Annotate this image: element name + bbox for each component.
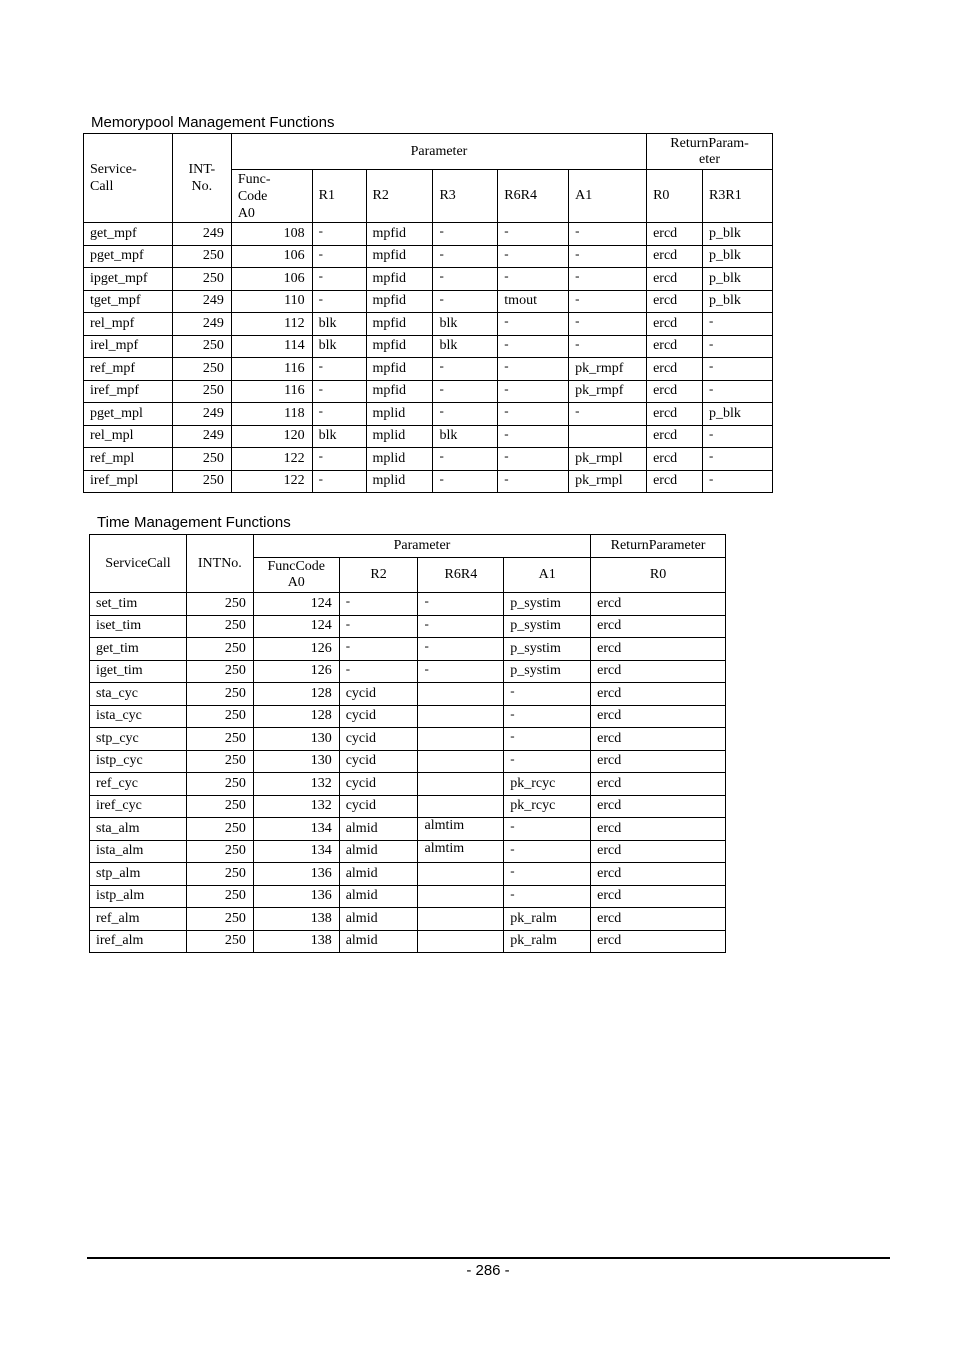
cell-r3: - [433,268,498,291]
cell-r1: blk [312,425,366,448]
cell-r3: - [433,380,498,403]
cell-r6r4: tmout [498,290,569,313]
cell-name: ista_alm [90,840,187,863]
cell-r1: - [312,448,366,471]
cell-r3r1: - [703,358,773,381]
cell-int: 250 [186,750,253,773]
table-row [90,683,726,706]
cell-int: 250 [186,593,253,616]
cell-code: 114 [231,335,312,358]
table-row [90,773,726,796]
cell-r6r4: - [418,638,504,661]
cell-r2: almid [339,818,418,841]
cell-r0: ercd [591,773,726,796]
table-row [84,313,773,336]
cell-int: 250 [186,728,253,751]
cell-code: 124 [253,615,339,638]
cell-r6r4: almtim [418,840,504,863]
cell-name: iref_alm [90,930,187,953]
cell-int: 249 [172,313,231,336]
cell-r6r4: almtim [418,818,504,841]
memorypool-table-body [84,223,773,493]
cell-r6r4 [418,705,504,728]
cell-name: ref_cyc [90,773,187,796]
cell-r6r4: - [498,245,569,268]
cell-int: 249 [172,425,231,448]
cell-int: 250 [186,863,253,886]
cell-int: 250 [186,705,253,728]
cell-r1: - [312,470,366,493]
header-return-param: ReturnParam- eter [647,134,773,170]
cell-r1: blk [312,335,366,358]
cell-a1: p_systim [504,615,591,638]
time-header-service-call: ServiceCall [90,535,187,593]
cell-a1: - [504,840,591,863]
cell-r1: - [312,380,366,403]
cell-r0: ercd [591,840,726,863]
cell-int: 250 [186,615,253,638]
table-row [84,403,773,426]
cell-r2: mpfid [366,268,433,291]
cell-a1: pk_ralm [504,930,591,953]
cell-r3: - [433,358,498,381]
cell-r3: blk [433,425,498,448]
time-header-func-code: FuncCode A0 [253,558,339,593]
cell-code: 136 [253,863,339,886]
cell-a1: - [569,268,647,291]
cell-r2: mpfid [366,313,433,336]
cell-r6r4: - [498,223,569,246]
cell-r6r4: - [498,470,569,493]
cell-code: 118 [231,403,312,426]
cell-a1: - [569,223,647,246]
cell-code: 132 [253,795,339,818]
cell-name: iref_mpl [84,470,173,493]
table-row [90,638,726,661]
cell-r3r1: p_blk [703,223,773,246]
cell-int: 250 [172,448,231,471]
cell-r2: mpfid [366,290,433,313]
cell-r2: almid [339,908,418,931]
table-row [84,335,773,358]
cell-r2: almid [339,840,418,863]
cell-r3r1: p_blk [703,245,773,268]
cell-int: 250 [186,660,253,683]
cell-r3r1: - [703,448,773,471]
cell-name: set_tim [90,593,187,616]
cell-code: 130 [253,750,339,773]
cell-r0: ercd [591,683,726,706]
time-header-parameter: Parameter [253,535,590,558]
cell-code: 116 [231,380,312,403]
cell-name: pget_mpl [84,403,173,426]
cell-r0: ercd [591,908,726,931]
table-row [90,885,726,908]
cell-name: get_tim [90,638,187,661]
cell-a1: p_systim [504,638,591,661]
cell-r3: - [433,403,498,426]
cell-a1: pk_ralm [504,908,591,931]
cell-code: 122 [231,448,312,471]
cell-code: 136 [253,885,339,908]
cell-int: 250 [186,840,253,863]
cell-r6r4 [418,795,504,818]
cell-code: 126 [253,660,339,683]
header-a1: A1 [569,170,647,223]
cell-r6r4: - [498,425,569,448]
cell-r2: cycid [339,683,418,706]
time-section-title: Time Management Functions [97,514,291,531]
time-header-r6r4: R6R4 [418,558,504,593]
cell-int: 250 [186,930,253,953]
cell-r6r4 [418,750,504,773]
cell-name: get_mpf [84,223,173,246]
cell-r6r4: - [498,448,569,471]
cell-r0: ercd [647,448,703,471]
cell-r0: ercd [647,268,703,291]
cell-code: 128 [253,683,339,706]
table-row [90,705,726,728]
cell-int: 250 [172,358,231,381]
cell-name: iget_tim [90,660,187,683]
cell-name: iset_tim [90,615,187,638]
cell-r6r4: - [498,335,569,358]
cell-int: 249 [172,290,231,313]
cell-a1: - [504,705,591,728]
time-header-return-param: ReturnParameter [591,535,726,558]
memorypool-table [83,133,773,493]
cell-r0: ercd [591,638,726,661]
table-row [84,470,773,493]
cell-r2: mpfid [366,358,433,381]
cell-r1: blk [312,313,366,336]
cell-r2: almid [339,885,418,908]
cell-r2: - [339,615,418,638]
cell-r3: - [433,448,498,471]
cell-name: rel_mpl [84,425,173,448]
cell-r6r4: - [498,358,569,381]
cell-a1: - [504,885,591,908]
cell-code: 112 [231,313,312,336]
table-row [90,750,726,773]
cell-r0: ercd [591,930,726,953]
table-row [90,863,726,886]
cell-r6r4 [418,908,504,931]
cell-r1: - [312,223,366,246]
cell-r3r1: - [703,335,773,358]
cell-name: ref_mpf [84,358,173,381]
cell-name: irel_mpf [84,335,173,358]
cell-r1: - [312,245,366,268]
table-row [84,290,773,313]
cell-code: 138 [253,908,339,931]
cell-r0: ercd [647,245,703,268]
header-r2: R2 [366,170,433,223]
cell-int: 250 [186,818,253,841]
cell-r0: ercd [591,593,726,616]
table-row [84,223,773,246]
table-row [84,448,773,471]
cell-r0: ercd [591,885,726,908]
cell-name: sta_cyc [90,683,187,706]
cell-r2: - [339,660,418,683]
cell-r6r4 [418,773,504,796]
cell-int: 250 [172,380,231,403]
cell-r0: ercd [647,223,703,246]
cell-r3r1: - [703,313,773,336]
cell-r6r4: - [498,313,569,336]
cell-a1: - [569,313,647,336]
cell-a1: - [569,245,647,268]
cell-name: pget_mpf [84,245,173,268]
cell-r6r4: - [418,593,504,616]
table-row [84,358,773,381]
cell-a1: pk_rcyc [504,795,591,818]
cell-name: iref_mpf [84,380,173,403]
table-row [84,268,773,291]
cell-a1: - [504,683,591,706]
cell-r2: - [339,638,418,661]
cell-r0: ercd [591,818,726,841]
cell-name: stp_alm [90,863,187,886]
header-r3r1: R3R1 [703,170,773,223]
cell-name: ref_mpl [84,448,173,471]
cell-r3r1: - [703,425,773,448]
cell-a1: pk_rmpf [569,380,647,403]
header-parameter: Parameter [231,134,646,170]
cell-r0: ercd [647,403,703,426]
cell-a1: - [504,863,591,886]
header-r1: R1 [312,170,366,223]
cell-r3: - [433,470,498,493]
cell-code: 138 [253,930,339,953]
page-number: - 286 - [466,1262,510,1279]
cell-r2: cycid [339,728,418,751]
header-r3: R3 [433,170,498,223]
cell-r6r4: - [418,615,504,638]
cell-r3: - [433,223,498,246]
header-r6r4: R6R4 [498,170,569,223]
cell-name: istp_alm [90,885,187,908]
cell-int: 249 [172,223,231,246]
cell-code: 134 [253,818,339,841]
cell-r2: mplid [366,470,433,493]
cell-r0: ercd [647,335,703,358]
cell-r2: mpfid [366,223,433,246]
cell-int: 250 [172,335,231,358]
cell-r2: cycid [339,705,418,728]
cell-r1: - [312,268,366,291]
cell-r0: ercd [591,795,726,818]
cell-r2: mplid [366,403,433,426]
cell-a1: p_systim [504,593,591,616]
cell-a1: pk_rcyc [504,773,591,796]
time-table [89,534,726,953]
cell-code: 130 [253,728,339,751]
cell-r6r4 [418,728,504,751]
header-service-call: Service- Call [84,134,173,223]
cell-name: sta_alm [90,818,187,841]
cell-name: tget_mpf [84,290,173,313]
table-row [90,593,726,616]
cell-r0: ercd [591,660,726,683]
cell-code: 110 [231,290,312,313]
cell-r6r4 [418,683,504,706]
time-header-int-no: INTNo. [186,535,253,593]
cell-r3r1: p_blk [703,290,773,313]
cell-r0: ercd [591,705,726,728]
cell-r3: blk [433,335,498,358]
cell-int: 250 [186,795,253,818]
cell-a1: - [569,335,647,358]
cell-r6r4 [418,885,504,908]
cell-code: 120 [231,425,312,448]
cell-a1: pk_rmpl [569,448,647,471]
cell-r2: - [339,593,418,616]
cell-a1: pk_rmpl [569,470,647,493]
cell-code: 116 [231,358,312,381]
cell-code: 134 [253,840,339,863]
cell-r6r4: - [418,660,504,683]
cell-a1: - [504,750,591,773]
cell-name: ipget_mpf [84,268,173,291]
cell-code: 132 [253,773,339,796]
cell-name: ref_alm [90,908,187,931]
header-int-no: INT- No. [172,134,231,223]
table-row [90,660,726,683]
cell-a1 [569,425,647,448]
cell-r0: ercd [647,313,703,336]
cell-r1: - [312,358,366,381]
cell-r2: mplid [366,425,433,448]
cell-int: 250 [186,638,253,661]
cell-r0: ercd [591,750,726,773]
cell-int: 250 [172,245,231,268]
cell-int: 250 [186,773,253,796]
cell-r3r1: - [703,470,773,493]
cell-r0: ercd [591,728,726,751]
time-table-body [90,593,726,953]
cell-r0: ercd [647,470,703,493]
cell-r0: ercd [591,615,726,638]
cell-r3: blk [433,313,498,336]
cell-r0: ercd [591,863,726,886]
table-row [90,908,726,931]
cell-r3r1: - [703,380,773,403]
time-header-r2: R2 [339,558,418,593]
cell-r2: mpfid [366,380,433,403]
time-header-a1: A1 [504,558,591,593]
cell-int: 249 [172,403,231,426]
cell-r2: almid [339,863,418,886]
cell-code: 126 [253,638,339,661]
table-row [90,795,726,818]
cell-r2: cycid [339,773,418,796]
header-func-code: Func- Code A0 [231,170,312,223]
cell-r1: - [312,290,366,313]
cell-code: 106 [231,245,312,268]
cell-r6r4: - [498,268,569,291]
cell-a1: - [569,290,647,313]
cell-r0: ercd [647,380,703,403]
cell-int: 250 [172,470,231,493]
cell-r2: almid [339,930,418,953]
cell-r2: mpfid [366,245,433,268]
table-row [84,245,773,268]
table-row [90,615,726,638]
table-row [90,728,726,751]
table-row [84,380,773,403]
cell-name: iref_cyc [90,795,187,818]
cell-code: 124 [253,593,339,616]
cell-r0: ercd [647,290,703,313]
header-r0: R0 [647,170,703,223]
cell-a1: - [504,818,591,841]
cell-r6r4: - [498,403,569,426]
cell-name: stp_cyc [90,728,187,751]
cell-r6r4 [418,863,504,886]
table-row [90,840,726,863]
cell-int: 250 [186,908,253,931]
memorypool-section-title: Memorypool Management Functions [91,114,335,131]
cell-name: ista_cyc [90,705,187,728]
cell-a1: p_systim [504,660,591,683]
cell-a1: - [569,403,647,426]
time-header-r0: R0 [591,558,726,593]
cell-r3r1: p_blk [703,403,773,426]
cell-int: 250 [186,885,253,908]
cell-r6r4: - [498,380,569,403]
cell-r6r4 [418,930,504,953]
table-row [84,425,773,448]
cell-r3: - [433,290,498,313]
cell-r3r1: p_blk [703,268,773,291]
cell-r2: cycid [339,795,418,818]
cell-code: 128 [253,705,339,728]
cell-code: 122 [231,470,312,493]
cell-r2: mplid [366,448,433,471]
cell-a1: - [504,728,591,751]
cell-r0: ercd [647,358,703,381]
table-row [90,818,726,841]
table-row [90,930,726,953]
cell-name: rel_mpf [84,313,173,336]
cell-r0: ercd [647,425,703,448]
cell-code: 108 [231,223,312,246]
cell-r2: mpfid [366,335,433,358]
cell-r2: cycid [339,750,418,773]
cell-code: 106 [231,268,312,291]
cell-int: 250 [186,683,253,706]
cell-name: istp_cyc [90,750,187,773]
cell-int: 250 [172,268,231,291]
cell-r3: - [433,245,498,268]
cell-a1: pk_rmpf [569,358,647,381]
footer-rule [87,1257,890,1259]
cell-r1: - [312,403,366,426]
